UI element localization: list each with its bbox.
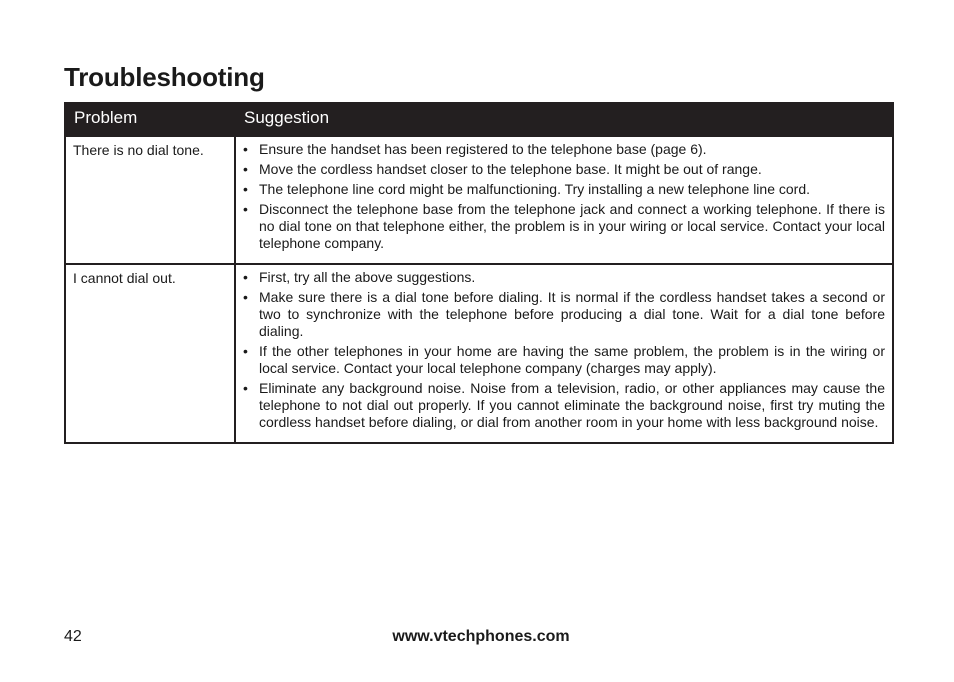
list-item: • Make sure there is a dial tone before dialing. It is normal if the cordless handset takes a second or two to synchronize with the telephone before producing a dial tone. Wait for a dial tone before dialing. [242, 289, 885, 340]
footer-url: www.vtechphones.com [392, 628, 570, 645]
problem-cell: I cannot dial out. [65, 264, 235, 443]
list-item: • Move the cordless handset closer to the telephone base. It might be out of range. [242, 161, 885, 178]
table-header-row [65, 102, 893, 136]
troubleshooting-table [64, 102, 894, 444]
list-item: • Disconnect the telephone base from the telephone jack and connect a working telephone. If there is no dial tone on that telephone either, the problem is in your wiring or local service. Contact your local telephone company. [242, 201, 885, 252]
list-item: • First, try all the above suggestions. [242, 269, 885, 286]
list-item: • The telephone line cord might be malfunctioning. Try installing a new telephone line cord. [242, 181, 885, 198]
suggestion-list [242, 141, 885, 252]
suggestion-cell [235, 136, 893, 264]
problem-cell: There is no dial tone. [65, 136, 235, 264]
list-item: • Ensure the handset has been registered to the telephone base (page 6). [242, 141, 885, 158]
list-item: • If the other telephones in your home are having the same problem, the problem is in the wiring or local service. Contact your local telephone company (charges may apply). [242, 343, 885, 377]
suggestion-column-header: Suggestion [235, 102, 893, 136]
problem-column-header: Problem [65, 102, 235, 136]
table-row [65, 136, 893, 264]
list-item: • Eliminate any background noise. Noise from a television, radio, or other appliances may cause the telephone to not dial out properly. If you cannot eliminate the background noise, first try muting the cordless handset before dialing, or dial from another room in your home with less background noise. [242, 380, 885, 431]
suggestion-cell [235, 264, 893, 443]
suggestion-list [242, 269, 885, 431]
page-number: 42 [64, 628, 82, 645]
table-row [65, 264, 893, 443]
page-title: Troubleshooting [64, 62, 265, 92]
